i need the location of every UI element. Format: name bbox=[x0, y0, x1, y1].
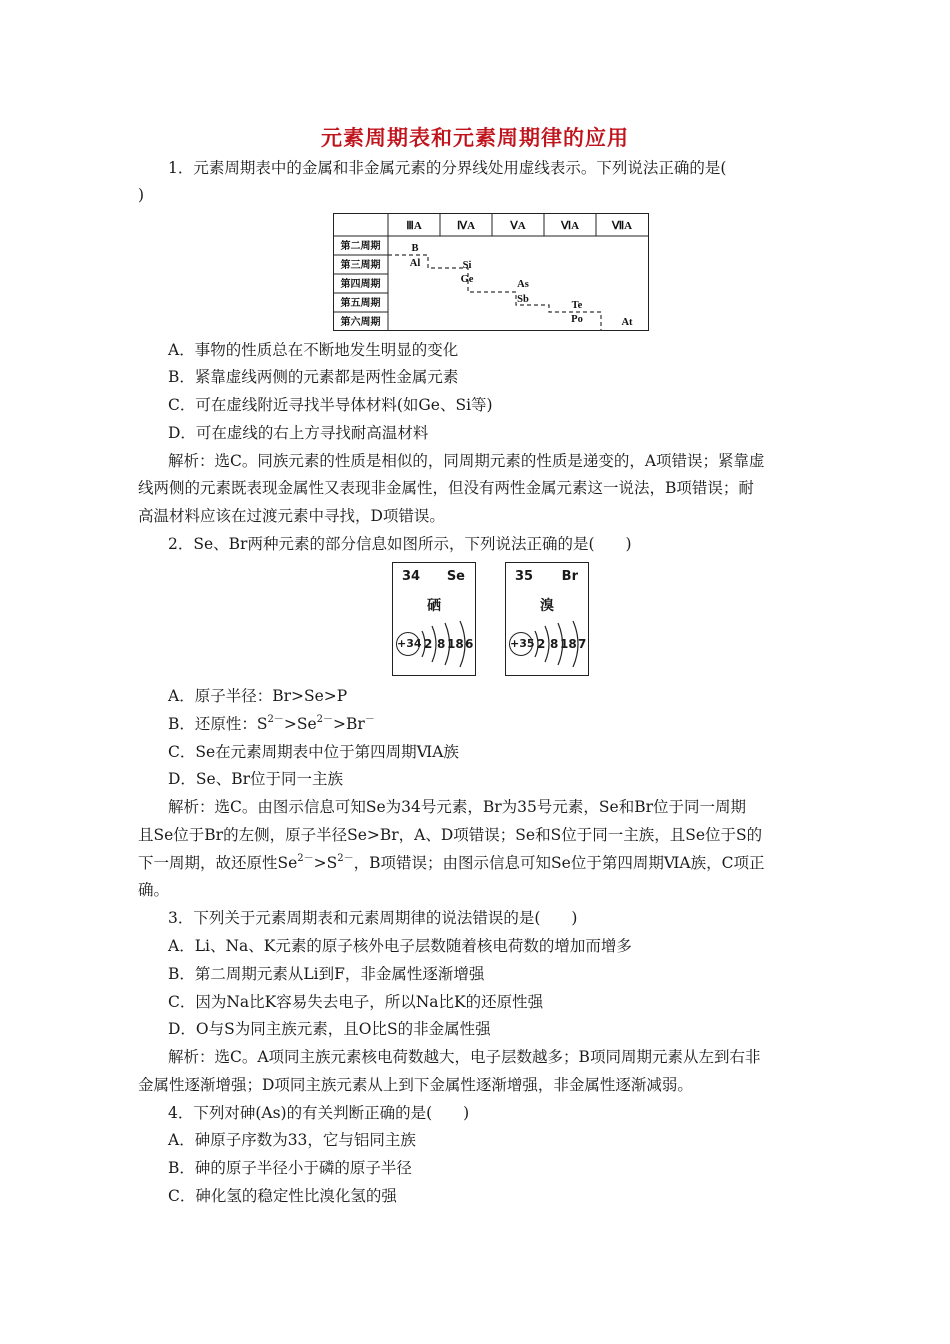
element-al: Al bbox=[409, 258, 421, 269]
q2-analysis-1: 解析：选C。由图示信息可知Se为34号元素，Br为35号元素，Se和Br位于同一周期 bbox=[168, 798, 746, 816]
shell-4-se: 6 bbox=[465, 637, 474, 651]
element-sb: Sb bbox=[517, 294, 529, 305]
q4-option-b: B．砷的原子半径小于磷的原子半径 bbox=[168, 1159, 412, 1177]
shell-2-se: 8 bbox=[437, 637, 446, 651]
element-b: B bbox=[411, 243, 419, 254]
element-ge: Ge bbox=[460, 274, 474, 285]
element-si: Si bbox=[462, 260, 472, 271]
group-3a: ⅢA bbox=[406, 220, 422, 232]
group-7a: ⅦA bbox=[611, 220, 633, 232]
atom-card-se bbox=[392, 562, 476, 676]
shell-2-br: 8 bbox=[550, 637, 559, 651]
q2-option-c: C．Se在元素周期表中位于第四周期ⅥA族 bbox=[168, 743, 459, 761]
group-6a: ⅥA bbox=[560, 220, 580, 232]
q4-option-a: A．砷原子序数为33，它与铝同主族 bbox=[168, 1131, 416, 1149]
q1-analysis-1: 解析：选C。同族元素的性质是相似的，同周期元素的性质是递变的，A项错误；紧靠虚 bbox=[168, 452, 765, 470]
q1-stem: 1．元素周期表中的金属和非金属元素的分界线处用虚线表示。下列说法正确的是( bbox=[168, 159, 727, 177]
shell-1-se: 2 bbox=[424, 637, 433, 651]
element-po: Po bbox=[571, 314, 583, 325]
element-as: As bbox=[517, 279, 529, 290]
q2-analysis-2: 且Se位于Br的左侧，原子半径Se>Br，A、D项错误；Se和S位于同一主族，且Se位于S的 bbox=[138, 826, 763, 844]
q1-stem-end: ) bbox=[138, 186, 145, 204]
q2-option-d: D．Se、Br位于同一主族 bbox=[168, 770, 344, 788]
element-at: At bbox=[621, 317, 633, 328]
q4-option-c: C．砷化氢的稳定性比溴化氢的强 bbox=[168, 1187, 397, 1205]
q3-option-a: A．Li、Na、K元素的原子核外电子层数随着核电荷数的增加而增多 bbox=[168, 937, 632, 955]
q3-option-b: B．第二周期元素从Li到F，非金属性逐渐增强 bbox=[168, 965, 485, 983]
periodic-table-figure bbox=[333, 213, 649, 331]
element-symbol-se: Se bbox=[446, 569, 465, 584]
q2-option-b: B．还原性：$S^{2-}>Se^{2-}>Br^-$ bbox=[168, 714, 375, 733]
group-4a: ⅣA bbox=[456, 220, 476, 232]
period-4: 第四周期 bbox=[340, 279, 381, 290]
shell-1-br: 2 bbox=[537, 637, 546, 651]
element-name-br: 溴 bbox=[540, 598, 554, 614]
shell-3-se: 18 bbox=[447, 637, 464, 651]
q3-analysis-2: 金属性逐渐增强；D项同主族元素从上到下金属性逐渐增强，非金属性逐渐减弱。 bbox=[138, 1076, 693, 1094]
period-3: 第三周期 bbox=[340, 260, 381, 271]
element-symbol-br: Br bbox=[561, 569, 578, 584]
periodic-table-svg bbox=[333, 213, 649, 331]
atomic-number-br: 35 bbox=[515, 569, 534, 584]
shell-3-br: 18 bbox=[560, 637, 577, 651]
period-2: 第二周期 bbox=[340, 241, 381, 252]
q1-analysis-3: 高温材料应该在过渡元素中寻找，D项错误。 bbox=[138, 507, 445, 525]
element-name-se: 硒 bbox=[427, 598, 441, 614]
q2-stem: 2．Se、Br两种元素的部分信息如图所示，下列说法正确的是( ) bbox=[168, 535, 632, 553]
q4-stem: 4．下列对砷(As)的有关判断正确的是( ) bbox=[168, 1104, 470, 1122]
atom-card-br bbox=[505, 562, 589, 676]
q2-option-a: A．原子半径：Br>Se>P bbox=[168, 687, 348, 705]
q3-option-c: C．因为Na比K容易失去电子，所以Na比K的还原性强 bbox=[168, 993, 544, 1011]
shell-4-br: 7 bbox=[578, 637, 587, 651]
period-6: 第六周期 bbox=[340, 317, 381, 328]
q1-option-b: B．紧靠虚线两侧的元素都是两性金属元素 bbox=[168, 368, 459, 386]
q1-analysis-2: 线两侧的元素既表现金属性又表现非金属性，但没有两性金属元素这一说法，B项错误；耐 bbox=[138, 479, 754, 497]
element-te: Te bbox=[571, 300, 583, 311]
atomic-number-se: 34 bbox=[402, 569, 421, 584]
nucleus-br: +35 bbox=[509, 632, 533, 656]
group-5a: ⅤA bbox=[510, 220, 526, 232]
q1-option-d: D．可在虚线的右上方寻找耐高温材料 bbox=[168, 424, 429, 442]
nucleus-se: +34 bbox=[396, 632, 420, 656]
q3-option-d: D．O与S为同主族元素，且O比S的非金属性强 bbox=[168, 1020, 491, 1038]
period-5: 第五周期 bbox=[340, 298, 381, 309]
q3-analysis-1: 解析：选C。A项同主族元素核电荷数越大，电子层数越多；B项同周期元素从左到右非 bbox=[168, 1048, 761, 1066]
page-title: 元素周期表和元素周期律的应用 bbox=[321, 125, 629, 150]
q2-analysis-3: 下一周期，故还原性$Se^{2-}>S^{2-}$，B项错误；由图示信息可知Se位于第四周期ⅥA族，C项正 bbox=[138, 853, 765, 872]
q2-analysis-4: 确。 bbox=[138, 881, 170, 899]
q3-stem: 3．下列关于元素周期表和元素周期律的说法错误的是( ) bbox=[168, 909, 578, 927]
q1-option-a: A．事物的性质总在不断地发生明显的变化 bbox=[168, 341, 459, 359]
q1-option-c: C．可在虚线附近寻找半导体材料(如Ge、Si等) bbox=[168, 396, 493, 414]
